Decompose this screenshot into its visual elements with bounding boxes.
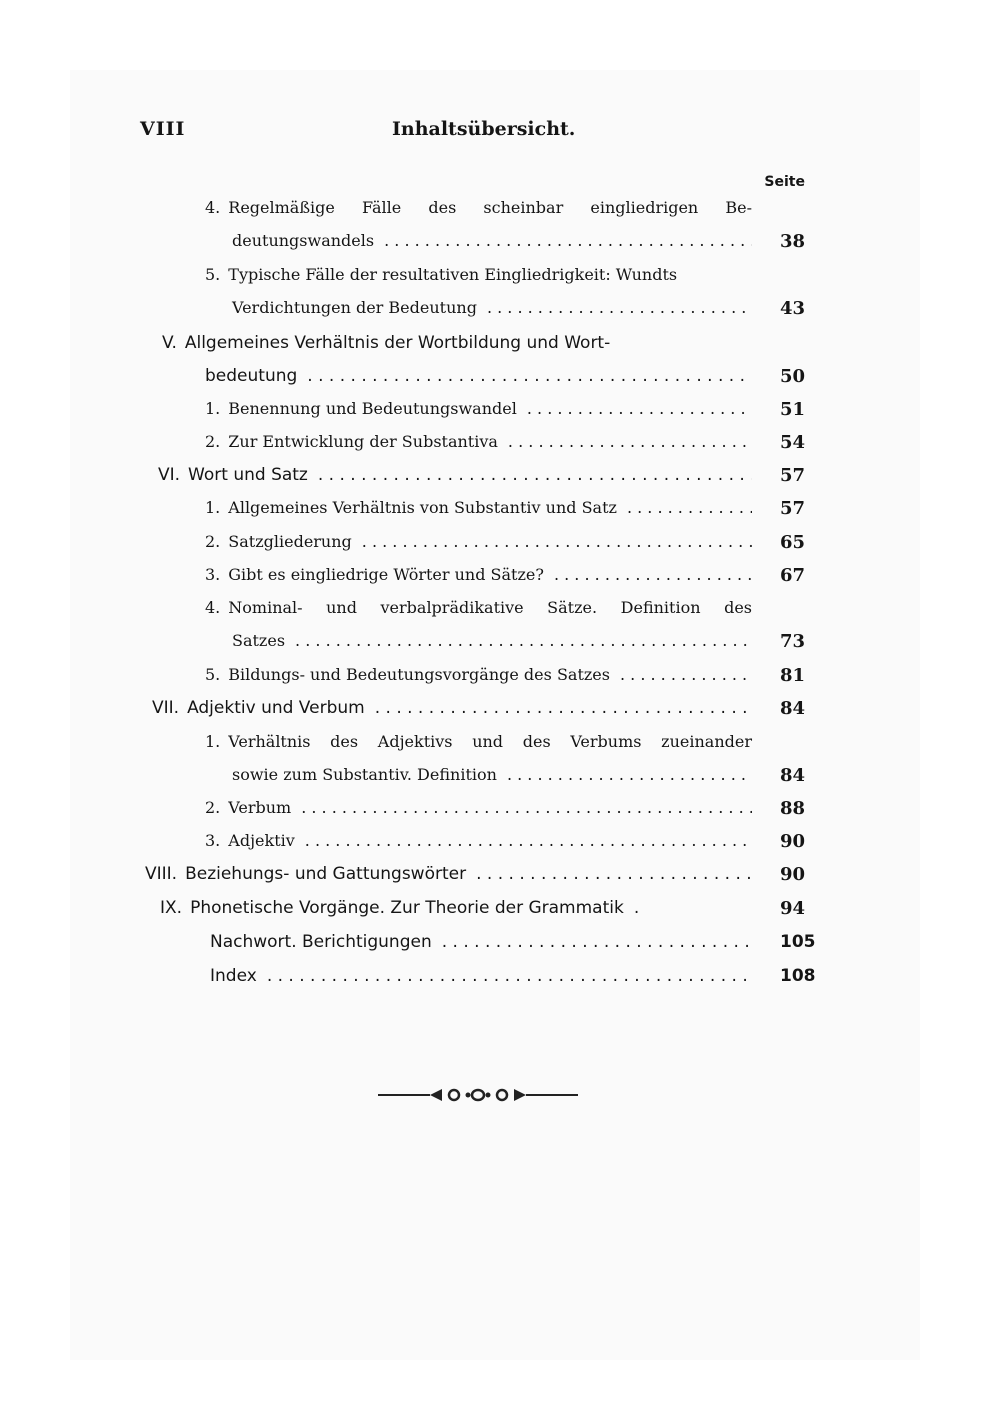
entry-text: sowie zum Substantiv. Definition bbox=[232, 765, 497, 784]
entry-page: 108 bbox=[780, 966, 816, 986]
ornament-divider-icon bbox=[378, 1085, 578, 1105]
entry-page: 57 bbox=[780, 498, 806, 519]
entry-number: 3. bbox=[205, 565, 221, 584]
entry-number: VII. bbox=[152, 698, 180, 718]
entry-text: bedeutung bbox=[205, 366, 298, 386]
page-number-roman: VIII bbox=[140, 118, 186, 140]
entry-page: 51 bbox=[780, 399, 806, 420]
entry-text: Verdichtungen der Bedeutung bbox=[232, 298, 477, 317]
entry-number: 1. bbox=[205, 498, 221, 517]
entry-text: deutungswandels bbox=[232, 231, 375, 250]
entry-page: 81 bbox=[780, 665, 806, 686]
entry-number: VI. bbox=[158, 465, 181, 485]
entry-text: Index bbox=[210, 966, 257, 986]
toc-line bbox=[205, 198, 752, 217]
toc-line bbox=[162, 333, 752, 353]
entry-page: 105 bbox=[780, 932, 816, 952]
entry-number: 3. bbox=[205, 831, 221, 850]
entry-number: 2. bbox=[205, 532, 221, 551]
page-title: Inhaltsübersicht. bbox=[392, 118, 576, 140]
entry-text: Benennung und Bedeutungswandel bbox=[228, 399, 517, 418]
entry-text: Allgemeines Verhältnis von Substantiv und Satz bbox=[228, 498, 617, 517]
toc-line bbox=[205, 598, 752, 617]
entry-number: 2. bbox=[205, 432, 221, 451]
entry-number: V. bbox=[162, 333, 177, 353]
entry-text: Bildungs- und Bedeutungsvorgänge des Satzes bbox=[228, 665, 610, 684]
entry-page: 88 bbox=[780, 798, 806, 819]
entry-number: IX. bbox=[160, 898, 183, 918]
entry-page: 57 bbox=[780, 465, 806, 486]
entry-number: 5. bbox=[205, 665, 221, 684]
entry-text: Verhältnis des Adjektivs und des Verbums zueinander bbox=[228, 732, 752, 751]
entry-text: Adjektiv bbox=[228, 831, 295, 850]
entry-page: 50 bbox=[780, 366, 806, 387]
entry-page: 43 bbox=[780, 298, 806, 319]
entry-page: 65 bbox=[780, 532, 806, 553]
entry-text: Regelmäßige Fälle des scheinbar eingliedrigen Be- bbox=[228, 198, 752, 217]
entry-text: Beziehungs- und Gattungswörter bbox=[185, 864, 467, 884]
entry-text: Allgemeines Verhältnis der Wortbildung und Wort- bbox=[184, 333, 611, 353]
entry-page: 38 bbox=[780, 231, 806, 252]
entry-page: 90 bbox=[780, 831, 806, 852]
toc-line bbox=[205, 265, 752, 284]
entry-number: 5. bbox=[205, 265, 221, 284]
toc-line bbox=[205, 732, 752, 751]
entry-page: 84 bbox=[780, 698, 806, 719]
entry-number: 1. bbox=[205, 399, 221, 418]
entry-text: Verbum bbox=[228, 798, 292, 817]
entry-page: 73 bbox=[780, 631, 806, 652]
entry-text: Wort und Satz bbox=[188, 465, 308, 485]
entry-number: VIII. bbox=[145, 864, 178, 884]
entry-text: Satzes bbox=[232, 631, 286, 650]
entry-number: 1. bbox=[205, 732, 221, 751]
entry-text: Satzgliederung bbox=[228, 532, 352, 551]
entry-text: Gibt es eingliedrige Wörter und Sätze? bbox=[228, 565, 544, 584]
entry-text: Nominal- und verbalprädikative Sätze. Definition des bbox=[228, 598, 752, 617]
entry-text: Phonetische Vorgänge. Zur Theorie der Grammatik bbox=[190, 898, 624, 918]
entry-number: 4. bbox=[205, 598, 221, 617]
entry-page: 84 bbox=[780, 765, 806, 786]
entry-page: 54 bbox=[780, 432, 806, 453]
entry-page: 94 bbox=[780, 898, 806, 919]
entry-text: Typische Fälle der resultativen Eingliedrigkeit: Wundts bbox=[228, 265, 678, 284]
column-label-seite: Seite bbox=[764, 174, 805, 190]
entry-text: Adjektiv und Verbum bbox=[187, 698, 365, 718]
entry-number: 4. bbox=[205, 198, 221, 217]
entry-number: 2. bbox=[205, 798, 221, 817]
entry-page: 90 bbox=[780, 864, 806, 885]
entry-text: Nachwort. Berichtigungen bbox=[210, 932, 432, 952]
entry-page: 67 bbox=[780, 565, 806, 586]
entry-text: Zur Entwicklung der Substantiva bbox=[228, 432, 498, 451]
